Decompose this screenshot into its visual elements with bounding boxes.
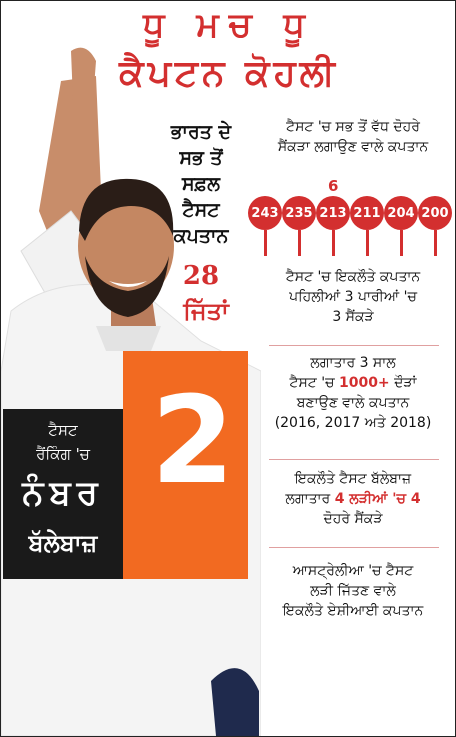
stat-line: 3 ਸੈਂਕੜੇ: [332, 309, 374, 325]
score-value: 204: [384, 196, 418, 230]
caption-line: ਸਭ ਤੋਂ: [179, 147, 223, 169]
score-pin: [248, 196, 282, 258]
stat-line: ਟੈਸਟ 'ਚ ਸਭ ਤੋਂ ਵੱਧ ਦੋਹਰੇ: [286, 119, 420, 135]
stat-line: ਬਣਾਉਣ ਵਾਲੇ ਕਪਤਾਨ: [296, 395, 410, 411]
stat-text: ਦੌੜਾਂ: [389, 375, 417, 391]
score-pin: [384, 196, 418, 258]
caption-line: ਭਾਰਤ ਦੇ: [170, 121, 232, 143]
score-pin: [350, 196, 384, 258]
caption-line: ਸਫ਼ਲ: [182, 173, 220, 195]
divider: [269, 459, 439, 460]
divider: [269, 547, 439, 548]
score-value: 235: [282, 196, 316, 230]
stat-australia: [263, 561, 443, 621]
stat-text: ਲਗਾਤਾਰ: [285, 491, 335, 507]
stat-line: ਲੜੀ ਜਿੱਤਣ ਵਾਲੇ: [310, 583, 396, 599]
ranking-line: ਟੈਸਟ: [48, 421, 78, 439]
ranking-line: ਬੱਲੇਬਾਜ਼: [28, 529, 98, 557]
score-value: 200: [418, 196, 452, 230]
score-value: 211: [350, 196, 384, 230]
highlight-series: 4 ਲੜੀਆਂ 'ਚ 4: [334, 491, 421, 507]
ranking-line: ਰੈਂਕਿੰਗ 'ਚ: [36, 445, 90, 463]
ranking-label-box: [3, 409, 123, 579]
stat-line: [263, 373, 443, 393]
wins-number: 28: [182, 261, 220, 291]
stat-double-centuries: [263, 117, 443, 157]
stat-line: ਪਹਿਲੀਆਂ 3 ਪਾਰੀਆਂ 'ਚ: [289, 289, 417, 305]
stat-line: ਇਕਲੌਤੇ ਏਸ਼ੀਆਈ ਕਪਤਾਨ: [282, 603, 424, 619]
stat-line: ਆਸਟ੍ਰੇਲੀਆ 'ਚ ਟੈਸਟ: [292, 563, 414, 579]
stat-line: ਸੈਂਕੜਾ ਲਗਾਉਣ ਵਾਲੇ ਕਪਤਾਨ: [277, 139, 429, 155]
stat-line: ਲਗਾਤਾਰ 3 ਸਾਲ: [310, 355, 396, 371]
caption-line: ਟੈਸਟ: [182, 199, 220, 221]
score-pin: [316, 196, 350, 258]
double-century-count: 6: [328, 177, 339, 195]
stat-line: (2016, 2017 ਅਤੇ 2018): [274, 415, 432, 431]
highlight-runs: 1000+: [338, 375, 390, 391]
ranking-line: ਨੰਬਰ: [22, 473, 104, 513]
wins-label: ਜਿੱਤਾਂ: [183, 297, 229, 325]
stat-line: ਇਕਲੌਤੇ ਟੈਸਟ ਬੱਲੇਬਾਜ਼: [294, 471, 412, 487]
score-value: 243: [248, 196, 282, 230]
caption-line: ਕਪਤਾਨ: [173, 225, 229, 247]
most-successful-caption: [141, 119, 261, 249]
stat-line: [263, 489, 443, 509]
headline-top: ਧੂ ਮਚ ਧੂ: [143, 5, 315, 45]
score-pin: [282, 196, 316, 258]
score-value: 213: [316, 196, 350, 230]
score-pin: [418, 196, 452, 258]
stat-four-series: [263, 469, 443, 529]
stat-thousand-runs: [263, 353, 443, 433]
headline-main: ਕੈਪਟਨ ਕੋਹਲੀ: [119, 53, 339, 94]
ranking-number: 2: [151, 372, 235, 511]
stat-first-innings: [263, 267, 443, 327]
divider: [269, 345, 439, 346]
stat-line: ਟੈਸਟ 'ਚ ਇਕਲੌਤੇ ਕਪਤਾਨ: [285, 269, 421, 285]
stat-text: ਟੈਸਟ 'ਚ: [289, 375, 339, 391]
stat-line: ਦੋਹਰੇ ਸੈਂਕੜੇ: [323, 511, 383, 527]
